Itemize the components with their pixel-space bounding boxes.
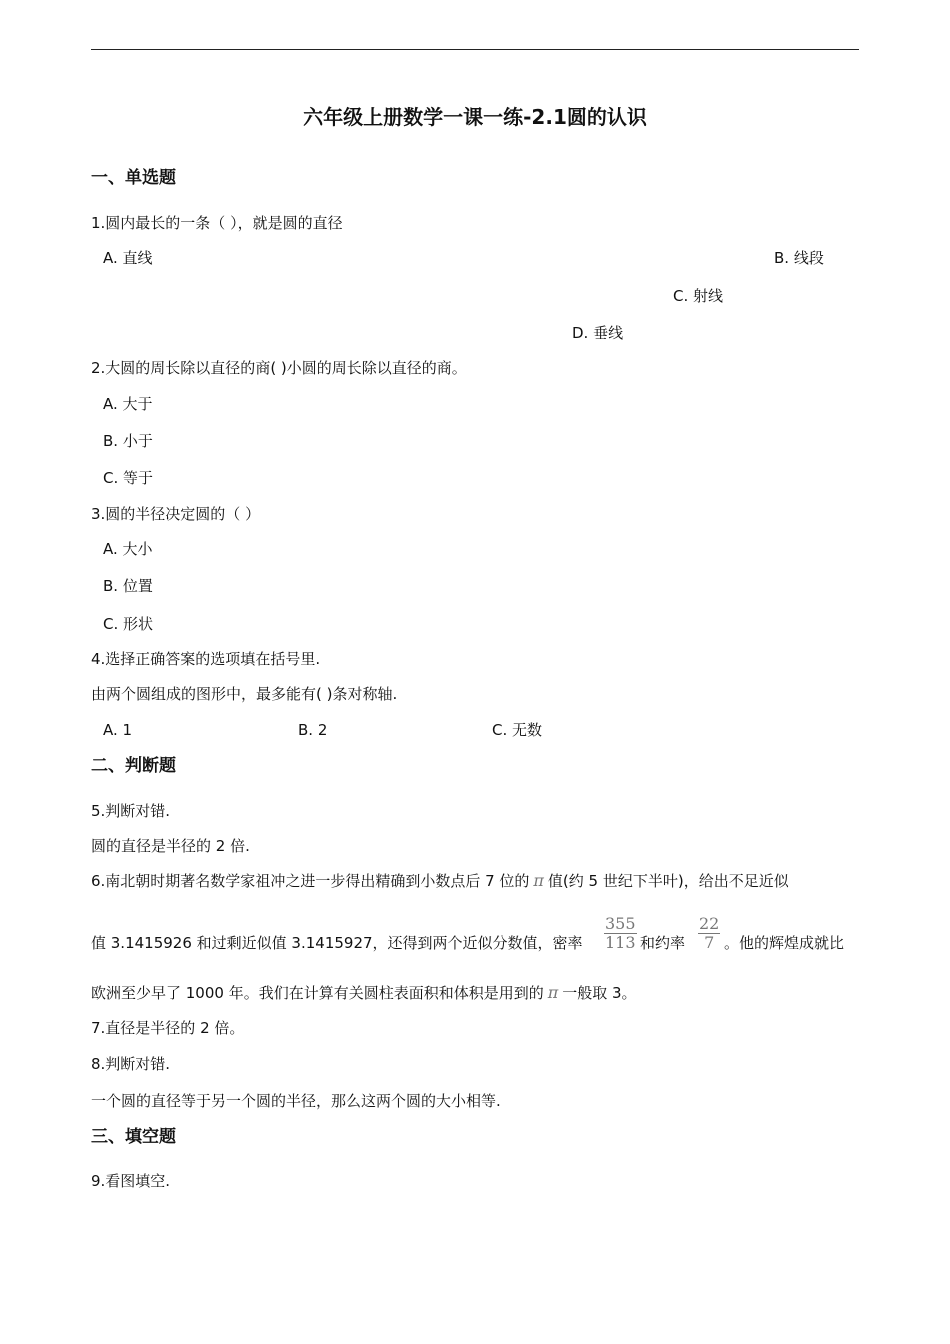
question-8-detail: 一个圆的直径等于另一个圆的半径，那么这两个圆的大小相等. [91,1092,501,1110]
q2-option-c[interactable]: C. 等于 [103,469,154,487]
q6-line2-b: 和约率 [640,934,686,952]
fraction-yuelü [698,915,720,952]
q6-line2-c: 。他的辉煌成就比 [724,934,845,952]
q6-line1-post: 值(约 5 世纪下半叶)，给出不足近似 [547,872,789,890]
question-3: 3.圆的半径决定圆的（ ） [91,505,261,523]
pi-symbol: π [533,871,544,890]
question-5-detail: 圆的直径是半径的 2 倍. [91,837,250,855]
fraction-7-denominator: 7 [704,933,715,952]
question-2: 2.大圆的周长除以直径的商( )小圆的周长除以直径的商。 [91,359,467,377]
question-6-line-1 [91,871,789,891]
question-4-detail: 由两个圆组成的图形中，最多能有( )条对称轴. [91,685,398,703]
q2-option-b[interactable]: B. 小于 [103,432,153,450]
fraction-22-numerator: 22 [699,914,720,933]
q4-option-c[interactable]: C. 无数 [492,721,543,739]
q3-option-b[interactable]: B. 位置 [103,577,153,595]
q3-option-a[interactable]: A. 大小 [103,540,153,558]
header-rule [91,49,859,50]
q1-option-d[interactable]: D. 垂线 [572,324,624,342]
page-title: 六年级上册数学一课一练-2.1圆的认识 [303,105,647,129]
q2-option-a[interactable]: A. 大于 [103,395,153,413]
q1-option-c[interactable]: C. 射线 [673,287,724,305]
question-7: 7.直径是半径的 2 倍。 [91,1019,245,1037]
fraction-355-numerator: 355 [605,914,636,933]
question-1: 1.圆内最长的一条（ ），就是圆的直径 [91,214,343,232]
section-heading-fill-blank: 三、填空题 [91,1127,176,1147]
question-8: 8.判断对错. [91,1055,171,1073]
q6-line3-post: 一般取 3。 [562,984,637,1002]
section-heading-true-false: 二、判断题 [91,756,176,776]
fraction-milü [604,915,637,952]
q6-line3-pre: 欧洲至少早了 1000 年。我们在计算有关圆柱表面积和体积是用到的 [91,984,544,1002]
q4-option-a[interactable]: A. 1 [103,721,133,739]
q3-option-c[interactable]: C. 形状 [103,615,154,633]
q1-option-a[interactable]: A. 直线 [103,249,153,267]
q1-option-b[interactable]: B. 线段 [774,249,824,267]
pi-symbol-2: π [547,983,559,1002]
q4-option-b[interactable]: B. 2 [298,721,328,739]
question-5: 5.判断对错. [91,802,171,820]
question-4: 4.选择正确答案的选项填在括号里. [91,650,321,668]
section-heading-single-choice: 一、单选题 [91,168,176,188]
question-9: 9.看图填空. [91,1172,171,1190]
question-6-line-3 [91,983,637,1003]
q6-line2-a: 值 3.1415926 和过剩近似值 3.1415927，还得到两个近似分数值，密率 [91,934,583,952]
fraction-113-denominator: 113 [605,933,636,952]
q6-line1-pre: 6.南北朝时期著名数学家祖冲之进一步得出精确到小数点后 7 位的 [91,872,530,890]
